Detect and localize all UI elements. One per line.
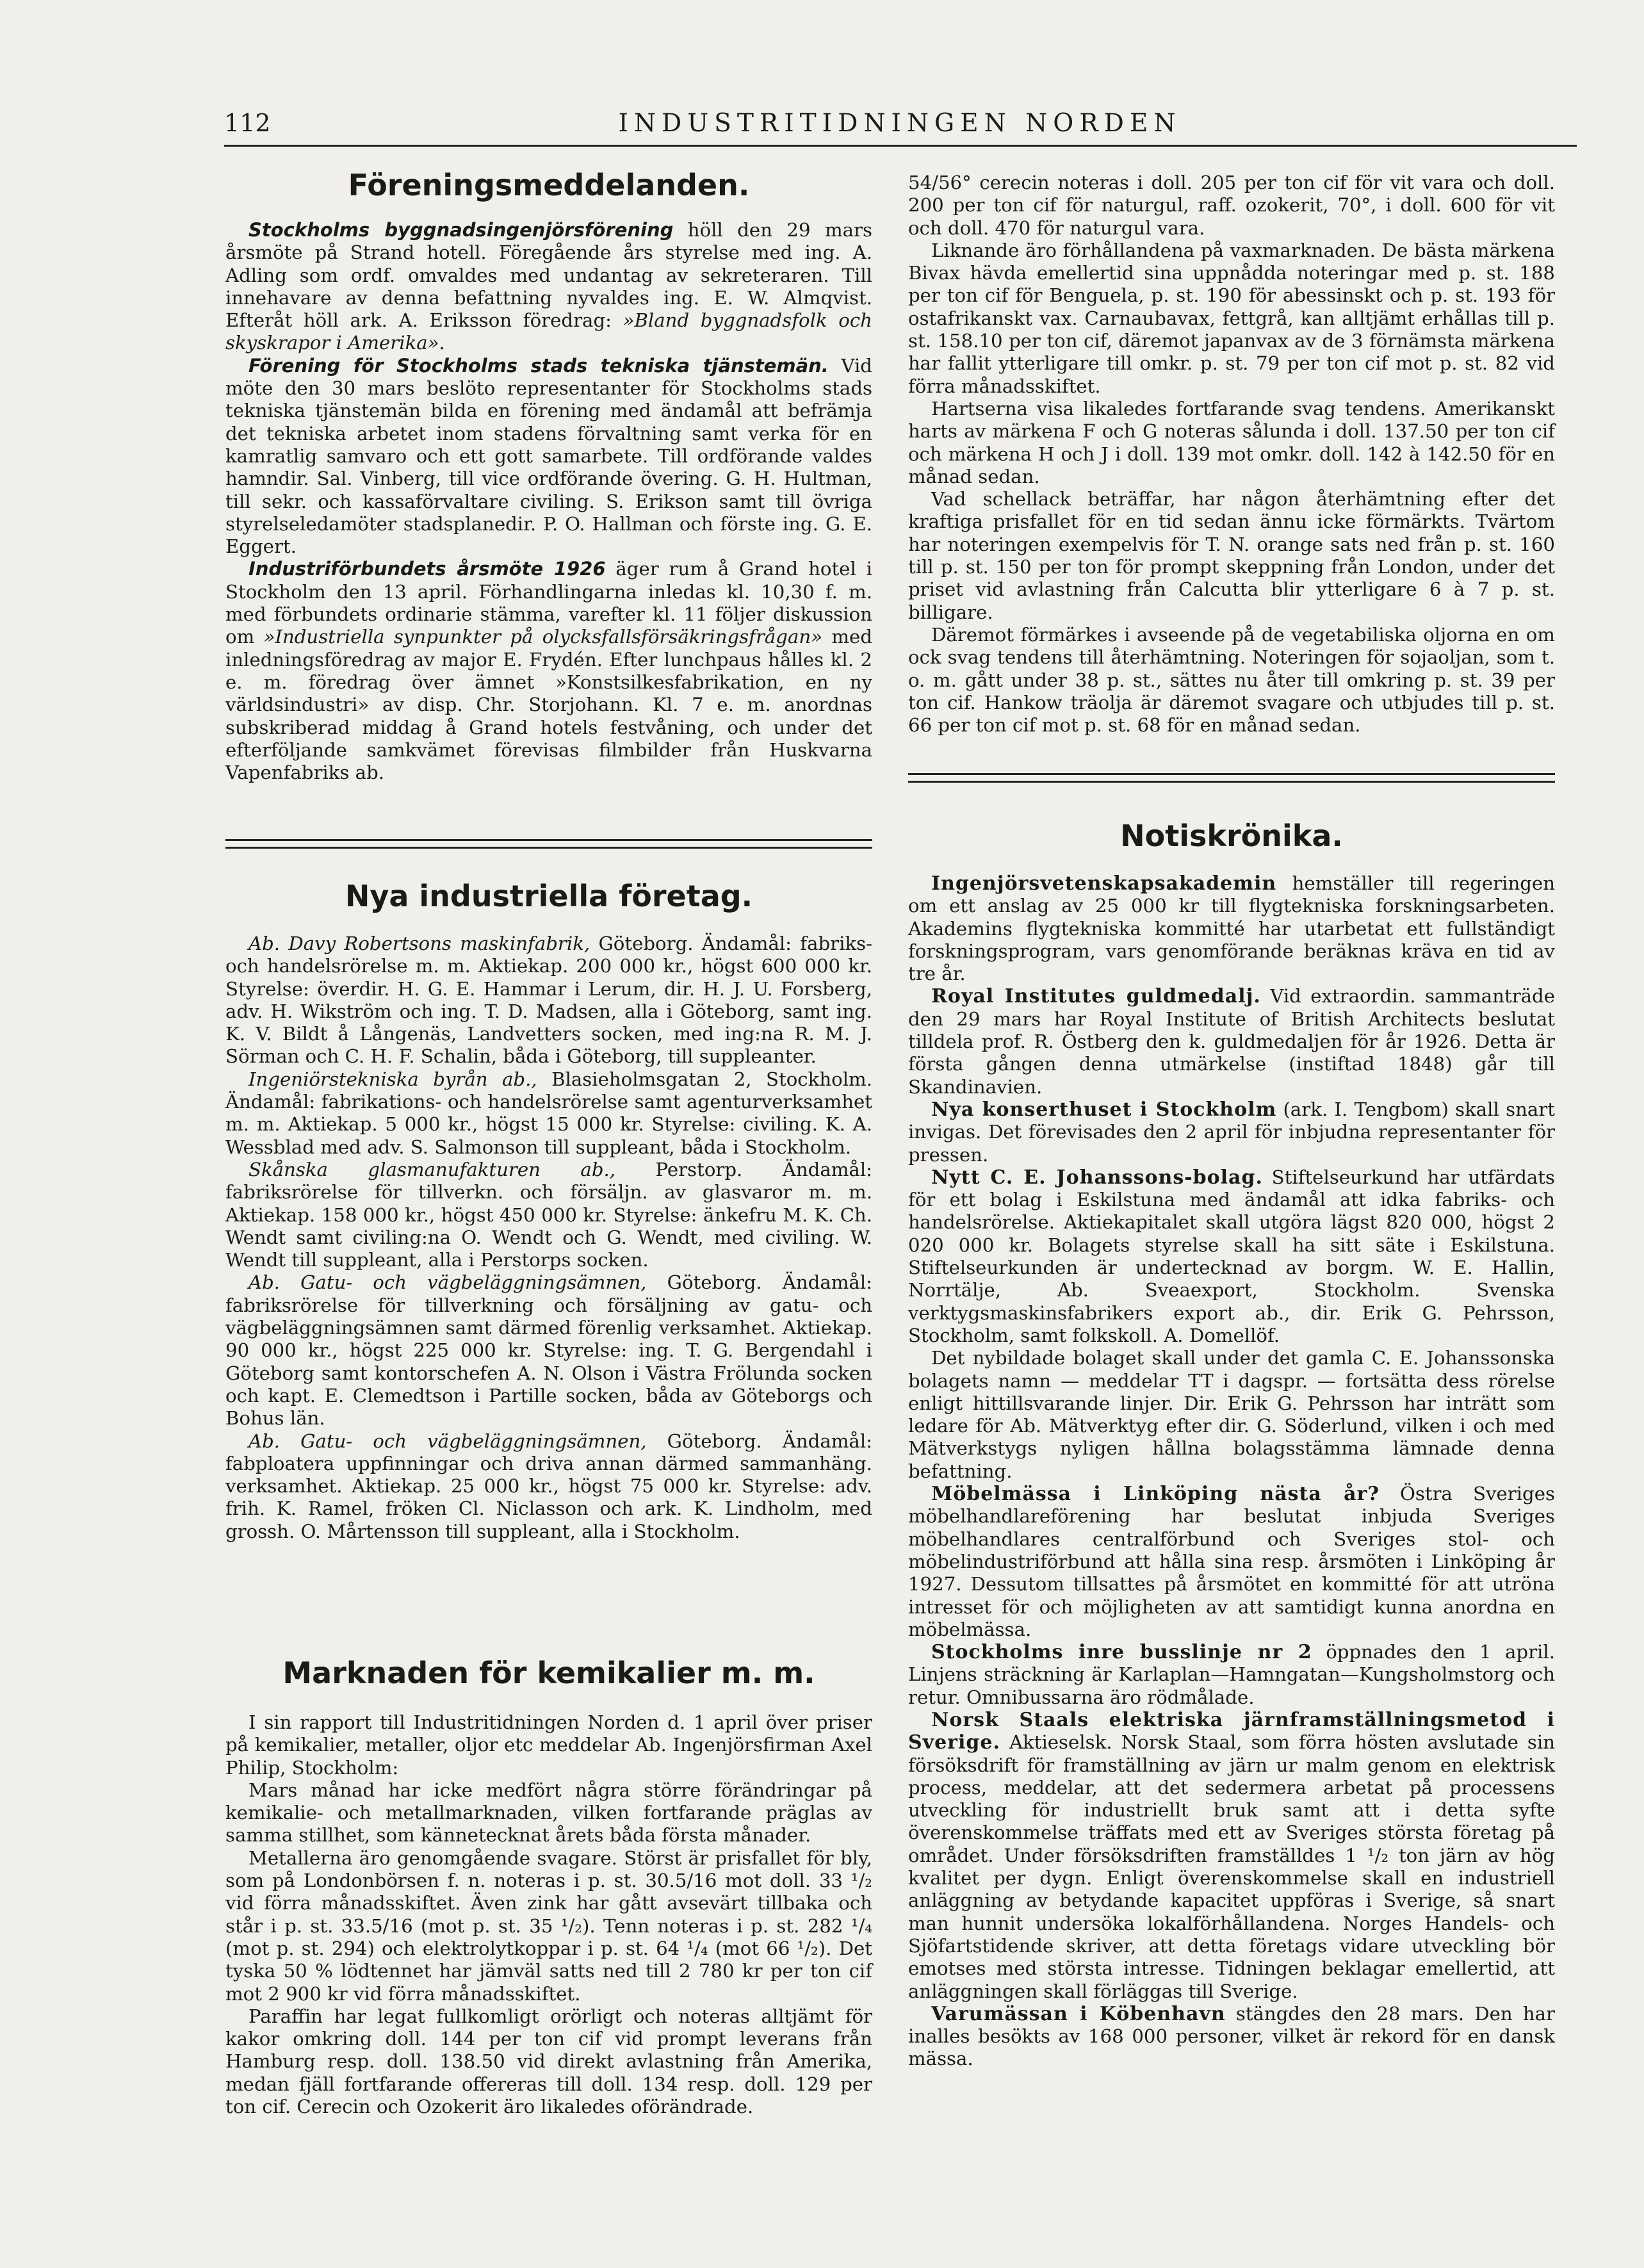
notice-item (908, 872, 1555, 985)
notice-text: Det nybildade bolaget skall under det gamla C. E. Johanssonska bolagets namn — meddelar TT i dagspr. — fortsätta dess rörelse enligt hittillsvarande linjer. Dir. Erik G. Pehrsson har inträtt som ledare för Ab. Mätverktyg efter dir. G. Söderlund, vilken i och med Mätverkstygs nyligen hållna bolagsstämma lämnade denna befattning. (908, 1347, 1555, 1482)
notice-item (908, 1641, 1555, 1709)
section-foreningsmeddelanden (225, 219, 872, 784)
header-rule (224, 145, 1577, 147)
company-text: Göteborg. Ändamål: fabploatera uppfinningar och driva annan därmed sammanhäng. verksamhet. Aktiekap. 25 000 kr., högst 75 000 kr. Styrelse: adv. frih. K. Ramel, fröken Cl. Niclasson och ark. K. Lindholm, med grossh. O. Mårtensson till suppleant, alla i Stockholm. (225, 1430, 872, 1542)
company-entry (225, 1068, 872, 1159)
market-paragraph: Metallerna äro genomgående svagare. Störst är prisfallet för bly, som på Londonbörsen f. n. noteras i p. st. 30.5/16 mot doll. 33 ¹/₂ vid förra månadsskiftet. Även zink har gått avsevärt tillbaka och står i p. st. 33.5/16 (mot p. st. 35 ¹/₂). Tenn noteras i p. st. 282 ¹/₄ (mot p. st. 294) och elektrolytkoppar i p. st. 64 ¹/₄ (mot 66 ¹/₂). Det tyska 50 % lödtennet har jämväl satts ned till 2 780 kr per ton cif mot 2 900 kr vid förra månadsskiftet. (225, 1847, 872, 2005)
notice-item (908, 985, 1555, 1098)
notice-lead: Stockholms inre busslinje nr 2 (931, 1641, 1312, 1664)
notice-text: Aktieselsk. Norsk Staal, som förra hösten avslutade sin försöksdrift för framställning av järn ur malm genom en elektrisk process, meddelar, att det sedermera arbetat på processens utveckling för industriellt bruk samt att i detta syfte överenskommelse träffats med ett av Sveriges största företag på området. Under försöksdriften framställdes 1 ¹/₂ ton järn av hög kvalitet per dygn. Enligt överenskommelse skall en industriell anläggning av betydande kapacitet uppföras i Sverige, så snart man hunnit undersöka lokalförhållandena. Norges Handels- och Sjöfartstidende skriver, att detta företags vidare utveckling bör emotses med största intresse. Tidningen beklagar emellertid, att anläggningen skall förläggas till Sverige. (908, 1731, 1555, 2002)
notice-item (908, 2003, 1555, 2071)
company-entry (225, 1159, 872, 1271)
market-paragraph: Paraffin har legat fullkomligt orörligt och noteras alltjämt för kakor omkring doll. 144 per ton cif vid prompt leverans från Hamburg resp. doll. 138.50 vid direkt avlastning från Amerika, medan fjäll fortfarande offereras till doll. 134 resp. doll. 129 per ton cif. Cerecin och Ozokerit äro likaledes oförändrade. (225, 2005, 872, 2118)
article-paragraph (225, 558, 872, 784)
section-title-marknaden: Marknaden för kemikalier m. m. (282, 1656, 815, 1690)
company-entry (225, 1271, 872, 1430)
company-text: Perstorp. Ändamål: fabriksrörelse för tillverkn. och försäljn. av glasvaror m. m. Aktiekap. 158 000 kr., högst 450 000 kr. Styrelse: änkefru M. K. Ch. Wendt samt civiling:na O. Wendt och G. Wendt, med civiling. W. Wendt till suppleant, alla i Perstorps socken. (225, 1158, 872, 1271)
notice-lead: Royal Institutes guldmedalj. (931, 985, 1261, 1008)
notice-text: öppnades den 1 april. Linjens sträckning är Karlaplan—Hamngatan—Kungsholmstorg och retur. Omnibussarna äro rödmålade. (908, 1641, 1556, 1708)
notice-text: stängdes den 28 mars. Den har inalles besökts av 168 000 personer, vilket är rekord för en dansk mässa. (908, 2002, 1555, 2070)
market-paragraph: Vad schellack beträffar, har någon återhämtning efter det kraftiga prisfallet för en tid sedan ännu icke förmärkts. Tvärtom har noteringen exempelvis för T. N. orange sats ned från p. st. 160 till p. st. 150 per ton för prompt skeppning från London, under det priset vid avlastning från Calcutta blir ytterligare 6 à 7 p. st. billigare. (908, 488, 1555, 623)
notice-text: hemställer till regeringen om ett anslag av 25 000 kr till flygtekniska forskningsarbeten. Akademins flygtekniska kommitté har utarbetat ett fullständigt forskningsprogram, vars genomförande beräknas kräva en tid av tre år. (908, 872, 1555, 985)
company-text: Blasieholmsgatan 2, Stockholm. Ändamål: fabrikations- och handelsrörelse samt agenturverksamhet m. m. Aktiekap. 5 000 kr., högst 15 000 kr. Styrelse: civiling. K. A. Wessblad med adv. S. Salmonson till suppleant, båda i Stockholm. (225, 1068, 872, 1158)
section-title-foreningsmeddelanden: Föreningsmeddelanden. (348, 168, 750, 202)
article-lead: Stockholms byggnadsingenjörsförening (248, 219, 674, 241)
article-paragraph (225, 219, 872, 355)
market-paragraph: Däremot förmärkes i avseende på de vegetabiliska oljorna en om ock svag tendens till återhämtning. Noteringen för sojaoljan, som t. o. m. gått under 38 p. st., sättes nu åter till omkring p. st. 39 per ton cif. Hankow träolja är däremot svagare och utbjudes till p. st. 66 per ton cif mot p. st. 68 för en månad sedan. (908, 623, 1555, 737)
company-name: Ab. Gatu- och vägbeläggningsämnen, (248, 1271, 647, 1294)
company-name: Ab. Gatu- och vägbeläggningsämnen, (248, 1430, 647, 1452)
market-paragraph: Mars månad har icke medfört några större förändringar på kemikalie- och metallmarknaden, vilken fortfarande präglas av samma stillhet, som kännetecknat årets båda första månader. (225, 1779, 872, 1847)
notice-item (908, 1166, 1555, 1347)
page-number: 112 (224, 109, 271, 137)
company-text: Göteborg. Ändamål: fabriks- och handelsrörelse m. m. Aktiekap. 200 000 kr., högst 600 000 kr. Styrelse: överdir. H. G. E. Hammar i Lerum, dir. H. J. U. Forsberg, adv. H. Wikström och ing. T. D. Madsen, alla i Göteborg, samt ing. K. V. Bildt å Långenäs, Landvetters socken, med ing:na R. M. J. Sörman och C. H. F. Schalin, båda i Göteborg, till suppleanter. (225, 933, 872, 1068)
article-text-tail: med inledningsföredrag av major E. Frydén. Efter lunchpaus hålles kl. 2 e. m. föredrag över ämnet »Konstsilkesfabrikation, en ny världsindustri» av disp. Chr. Storjohann. Kl. 7 e. m. anordnas subskriberad middag å Grand hotels festvåning, och under det efterföljande samkvämet förevisas filmbilder från Huskvarna Vapenfabriks ab. (225, 626, 872, 784)
section-marknaden-continued (908, 172, 1555, 737)
article-emphasis: »Industriella synpunkter på olycksfallsförsäkringsfrågan» (263, 626, 823, 648)
article-emphasis: »Bland byggnadsfolk och skyskrapor i Amerika». (225, 309, 872, 354)
section-nya-foretag (225, 933, 872, 1543)
section-title-nya-foretag: Nya industriella företag. (345, 879, 753, 913)
notice-text: Östra Sveriges möbelhandlareförening har beslutat inbjuda Sveriges möbelhandlares centralförbund och Sveriges stol- och möbelindustriförbund att hålla sina resp. årsmöten i Linköping år 1927. Dessutom tillsattes på årsmötet en kommitté för att utröna intresset för och möjligheten av att samtidigt kunna anordna en möbelmässa. (908, 1483, 1555, 1640)
article-lead: Förening för Stockholms stads tekniska tjänstemän. (248, 354, 829, 377)
article-paragraph (225, 355, 872, 559)
section-marknaden (225, 1711, 872, 2118)
company-name: Skånska glasmanufakturen ab., (248, 1158, 616, 1180)
market-paragraph: Liknande äro förhållandena på vaxmarknaden. De bästa märkena Bivax hävda emellertid sina uppnådda noteringar med p. st. 188 per ton cif för Benguela, p. st. 190 för abessinskt och p. st. 193 för ostafrikanskt vax. Carnaubavax, fettgrå, kan alltjämt erhållas till p. st. 158.10 per ton cif, däremot japanvax av de 3 förnämsta märkena har fallit ytterligare till omkr. p. st. 79 per ton cif mot p. st. 82 vid förra månadsskiftet. (908, 239, 1555, 397)
notice-lead: Nya konserthuset i Stockholm (931, 1098, 1277, 1121)
notice-lead: Ingenjörsvetenskapsakademin (931, 872, 1277, 895)
section-divider (908, 773, 1555, 783)
notice-lead: Möbelmässa i Linköping nästa år? (931, 1483, 1379, 1506)
notice-item (908, 1098, 1555, 1166)
company-text: Göteborg. Ändamål: fabriksrörelse för tillverkning och försäljning av gatu- och vägbeläggningsämnen samt därmed förenlig verksamhet. Aktiekap. 90 000 kr., högst 225 000 kr. Styrelse: ing. T. G. Bergendahl i Göteborg samt kontorschefen A. N. Olson i Västra Frölunda socken och kapt. E. Clemedtson i Partille socken, båda av Göteborgs och Bohus län. (225, 1271, 872, 1430)
notice-item (908, 1709, 1555, 2003)
company-entry (225, 933, 872, 1068)
notice-item (908, 1347, 1555, 1483)
market-paragraph: 54/56° cerecin noteras i doll. 205 per ton cif för vit vara och doll. 200 per ton cif för naturgul, raff. ozokerit, 70°, i doll. 600 för vit och doll. 470 för naturgul vara. (908, 172, 1555, 239)
section-notiskronika (908, 872, 1555, 2071)
market-paragraph: I sin rapport till Industritidningen Norden d. 1 april över priser på kemikalier, metaller, oljor etc meddelar Ab. Ingenjörsfirman Axel Philip, Stockholm: (225, 1711, 872, 1779)
company-entry (225, 1430, 872, 1543)
running-title: INDUSTRITIDNINGEN NORDEN (618, 109, 1182, 138)
company-name: Ingeniörstekniska byrån ab., (248, 1068, 537, 1090)
section-divider (225, 839, 872, 849)
notice-lead: Nytt C. E. Johanssons-bolag. (931, 1166, 1263, 1189)
article-text: Vid möte den 30 mars beslöto representanter för Stockholms stads tekniska tjänstemän bilda en förening med ändamål att befrämja det tekniska arbetet inom stadens förvaltning samt verka för en kamratlig samvaro och ett gott samarbete. Till ordförande valdes hamndir. Sal. Vinberg, till vice ordförande övering. G. H. Hultman, till sekr. och kassaförvaltare civiling. S. Erikson samt till övriga styrelseledamöter stadsplanedir. P. O. Hallman och förste ing. G. E. Eggert. (225, 354, 872, 558)
company-name: Ab. Davy Robertsons maskinfabrik, (248, 933, 590, 954)
article-text: äger rum å Grand hotel i Stockholm den 13 april. Förhandlingarna inledas kl. 10,30 f. m. med förbundets ordinarie stämma, varefter kl. 11 följer diskussion om (225, 558, 872, 648)
notice-text: Stiftelseurkund har utfärdats för ett bolag i Eskilstuna med ändamål att idka fabriks- och handelsrörelse. Aktiekapitalet skall utgöra lägst 820 000, högst 2 020 000 kr. Bolagets styrelse skall ha sitt säte i Eskilstuna. Stiftelseurkunden är undertecknad av borgm. W. E. Hallin, Norrtälje, Ab. Sveaexport, Stockholm. Svenska verktygsmaskinsfabrikers export ab., dir. Erik G. Pehrsson, Stockholm, samt folkskoll. A. Domellöf. (908, 1166, 1555, 1346)
notice-lead: Norsk Staals elektriska järnframställningsmetod i Sverige. (908, 1708, 1555, 1754)
article-text: höll den 29 mars årsmöte på Strand hotell. Föregående års styrelse med ing. A. Adling som ordf. omvaldes med undantag av sekreteraren. Till innehavare av denna befattning nyvaldes ing. E. W. Almqvist. Efteråt höll ark. A. Eriksson föredrag: (225, 219, 872, 332)
notice-text: (ark. I. Tengbom) skall snart invigas. Det förevisades den 2 april för inbjudna representanter för pressen. (908, 1098, 1555, 1166)
section-title-notiskronika: Notiskrönika. (1120, 819, 1343, 853)
notice-lead: Varumässan i Köbenhavn (931, 2002, 1226, 2025)
notice-text: Vid extraordin. sammanträde den 29 mars har Royal Institute of British Architects beslutat tilldela prof. R. Östberg den k. guldmedaljen för år 1926. Detta är första gången denna utmärkelse (instiftad 1848) går till Skandinavien. (908, 985, 1555, 1098)
article-lead: Industriförbundets årsmöte 1926 (248, 558, 606, 580)
page-header (224, 109, 1575, 146)
market-paragraph: Hartserna visa likaledes fortfarande svag tendens. Amerikanskt harts av märkena F och G noteras sålunda i doll. 137.50 per ton cif och märkena H och J i doll. 139 mot omkr. doll. 142 à 142.50 för en månad sedan. (908, 397, 1555, 487)
notice-item (908, 1483, 1555, 1641)
